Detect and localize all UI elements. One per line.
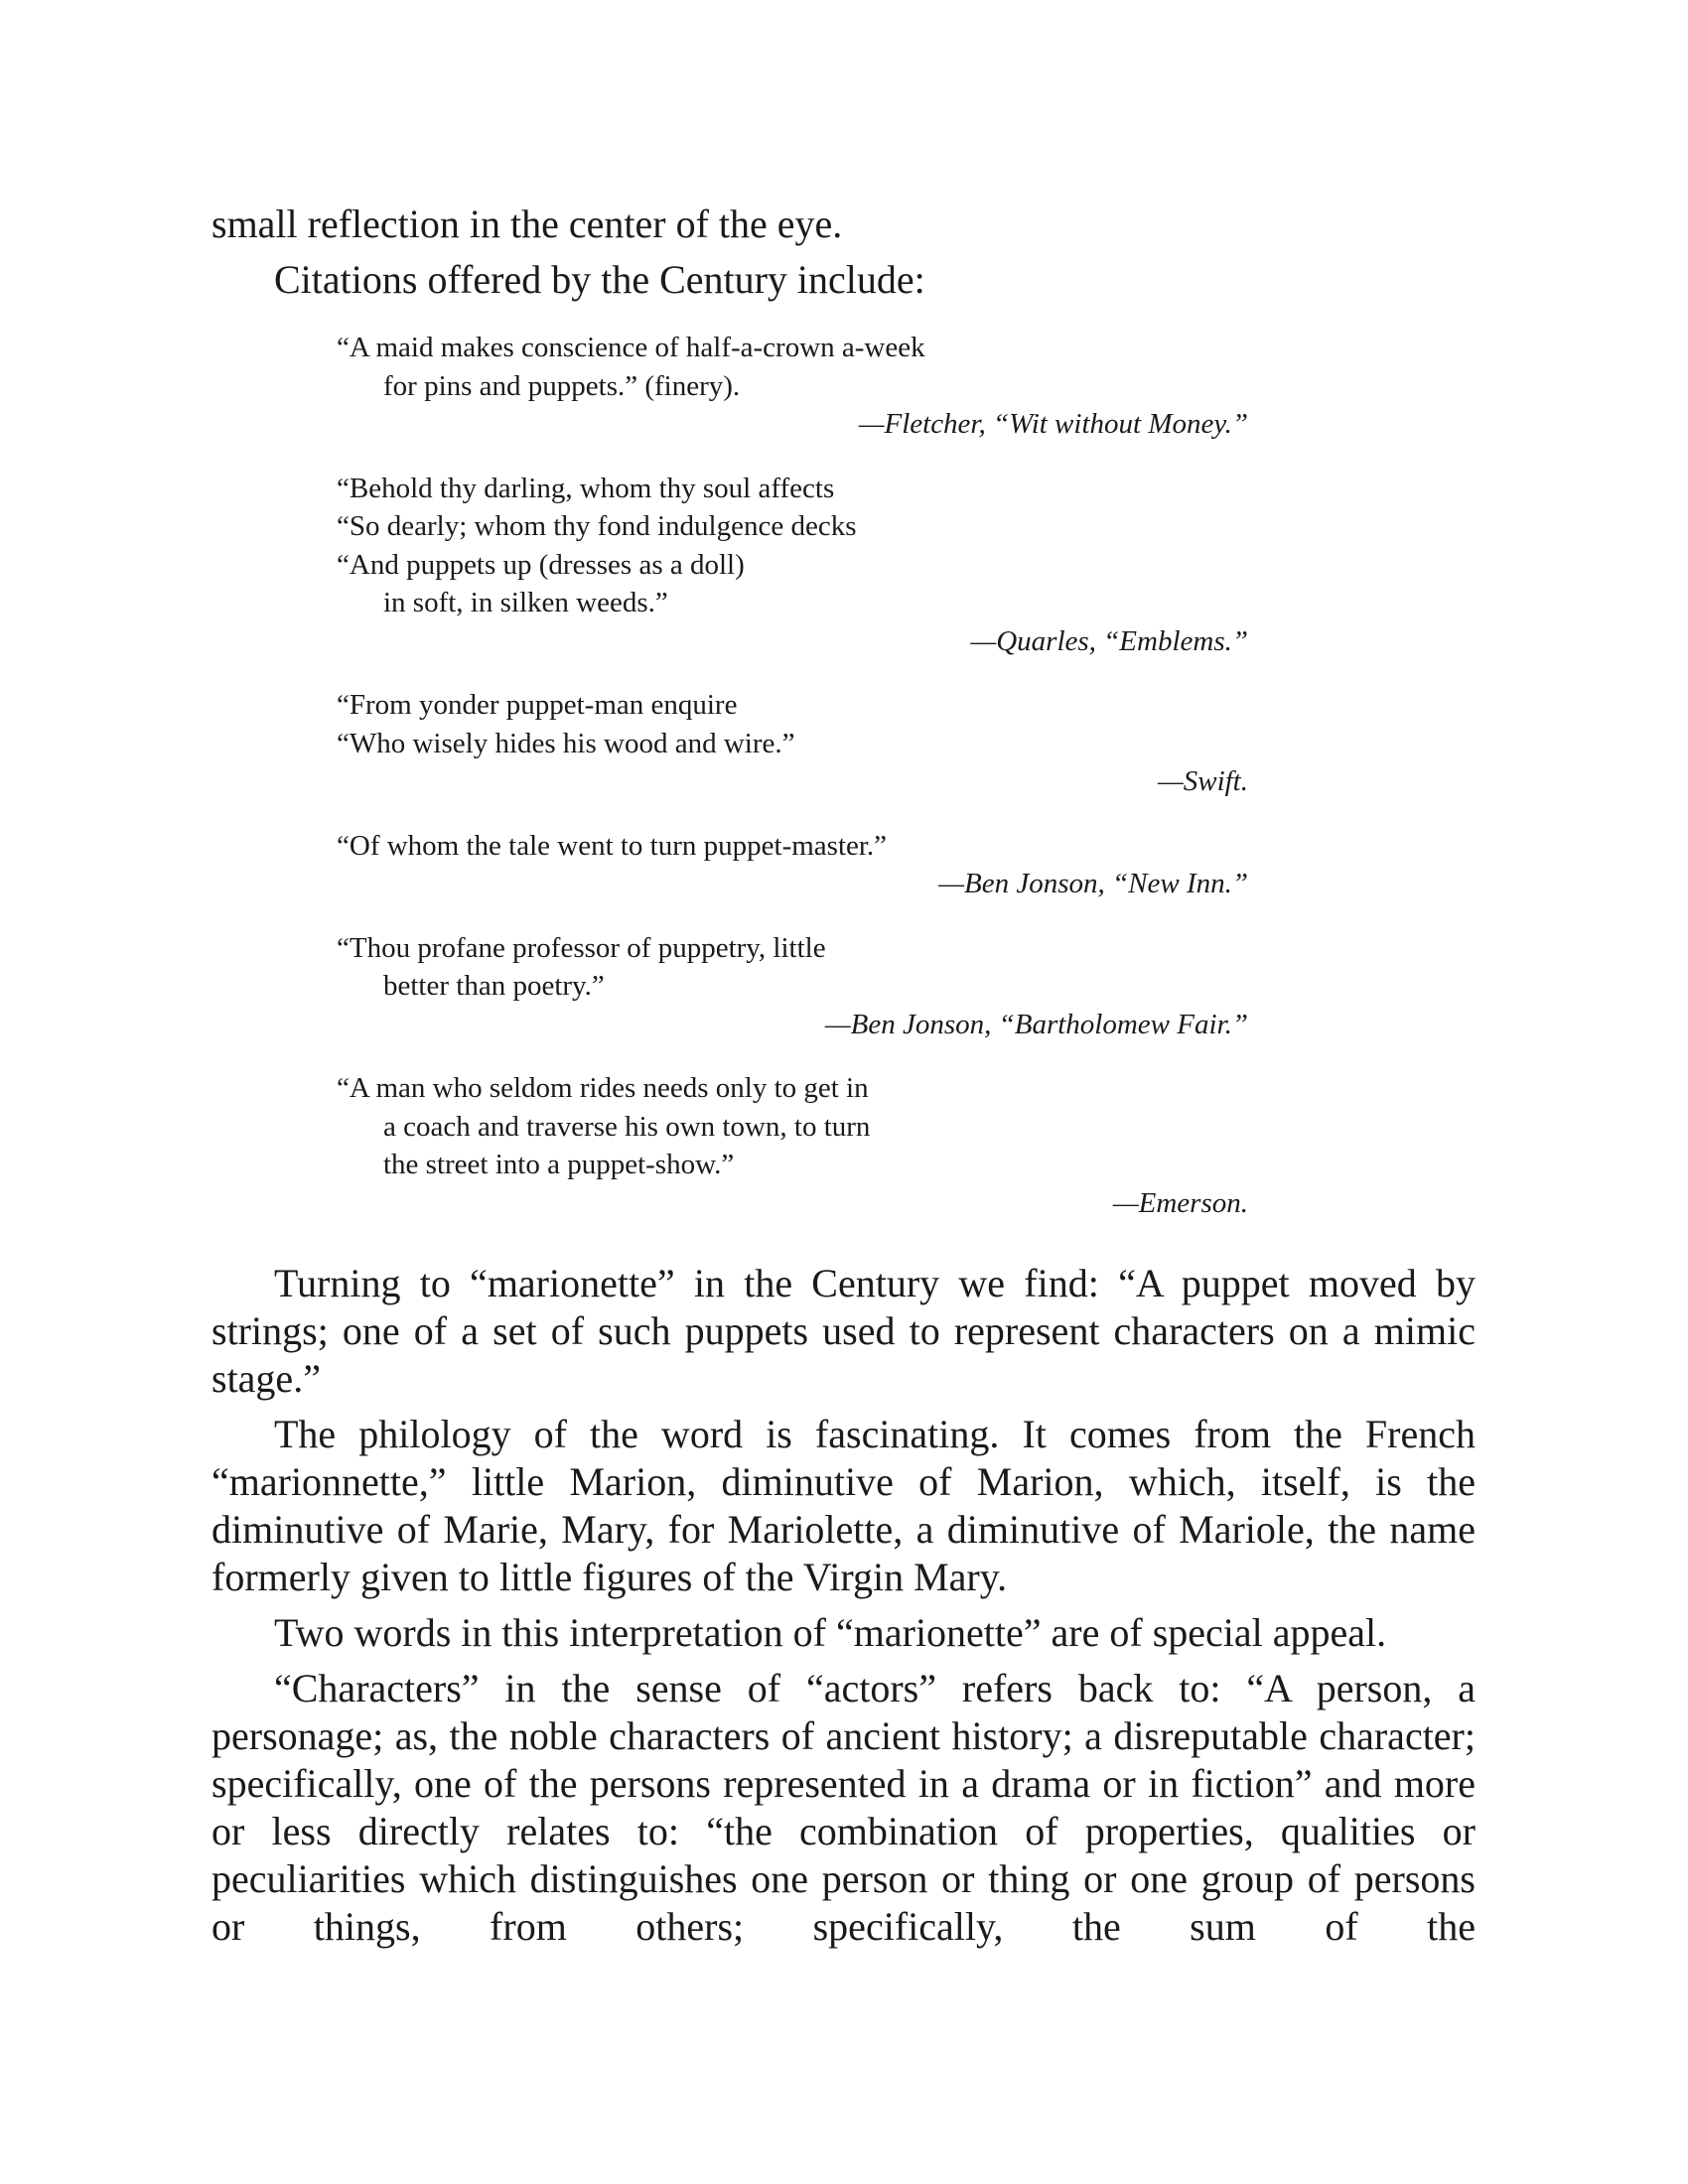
paragraph: Two words in this interpretation of “marionette” are of special appeal. [274,1610,1387,1655]
quote-line: for pins and puppets.” (finery). [383,369,741,402]
quote-line: “A maid makes conscience of half-a-crown a-week [337,332,925,363]
quote-line: “Who wisely hides his wood and wire.” [337,727,795,759]
paragraph: “Characters” in the sense of “actors” refers back to: “A person, a personage; as, the noble characters of ancient history; a disreputable character; specifically, one of the persons represented in a drama or in fiction” and more or less directly relates to: “the combination of properties, qualities or peculiarities which distinguishes one person or thing or one group of persons or things, from others; specifically, the sum of the [211,1666,1476,1949]
quote-line: better than poetry.” [383,970,605,1002]
quote-line: “So dearly; whom thy fond indulgence decks [337,510,857,542]
quote-line: “A man who seldom rides needs only to get in [337,1072,869,1104]
citation-2 [337,470,1248,661]
quote-line: “Of whom the tale went to turn puppet-master.” [337,829,888,862]
citation-attribution: —Ben Jonson, “New Inn.” [938,868,1248,899]
citation-3 [337,686,1248,801]
body-text [211,1260,1476,1951]
citation-attribution: —Swift. [1157,765,1248,797]
quote-line: “From yonder puppet-man enquire [337,689,738,721]
intro-line-1: small reflection in the center of the eye. [211,202,843,246]
citation-attribution: —Quarles, “Emblems.” [970,624,1248,657]
quote-line: in soft, in silken weeds.” [383,587,668,618]
citation-attribution: —Fletcher, “Wit without Money.” [858,408,1248,440]
citation-4 [337,827,1248,903]
citation-attribution: —Emerson. [1112,1186,1248,1219]
quote-line: the street into a puppet-show.” [383,1149,735,1180]
paragraph: The philology of the word is fascinating. It comes from the French “marionnette,” little Marion, diminutive of Marion, which, itself, is the diminutive of Marie, Mary, for Mariolette, a diminutive of Mariole, the name formerly given to little figures of the Virgin Mary. [211,1412,1476,1599]
citation-5 [337,929,1248,1044]
quote-line: a coach and traverse his own town, to turn [383,1110,871,1143]
quote-line: “And puppets up (dresses as a doll) [337,548,745,581]
book-page [211,197,1476,1959]
paragraph: Turning to “marionette” in the Century we find: “A puppet moved by strings; one of a set of such puppets used to represent characters on a mimic stage.” [211,1261,1476,1401]
citation-6 [337,1069,1248,1222]
intro-line-2: Citations offered by the Century include: [274,257,925,302]
citation-attribution: —Ben Jonson, “Bartholomew Fair.” [824,1008,1248,1040]
citation-1 [337,329,1248,444]
quote-line: “Thou profane professor of puppetry, little [337,931,826,964]
citations-block [211,329,1248,1222]
quote-line: “Behold thy darling, whom thy soul affects [337,472,835,504]
